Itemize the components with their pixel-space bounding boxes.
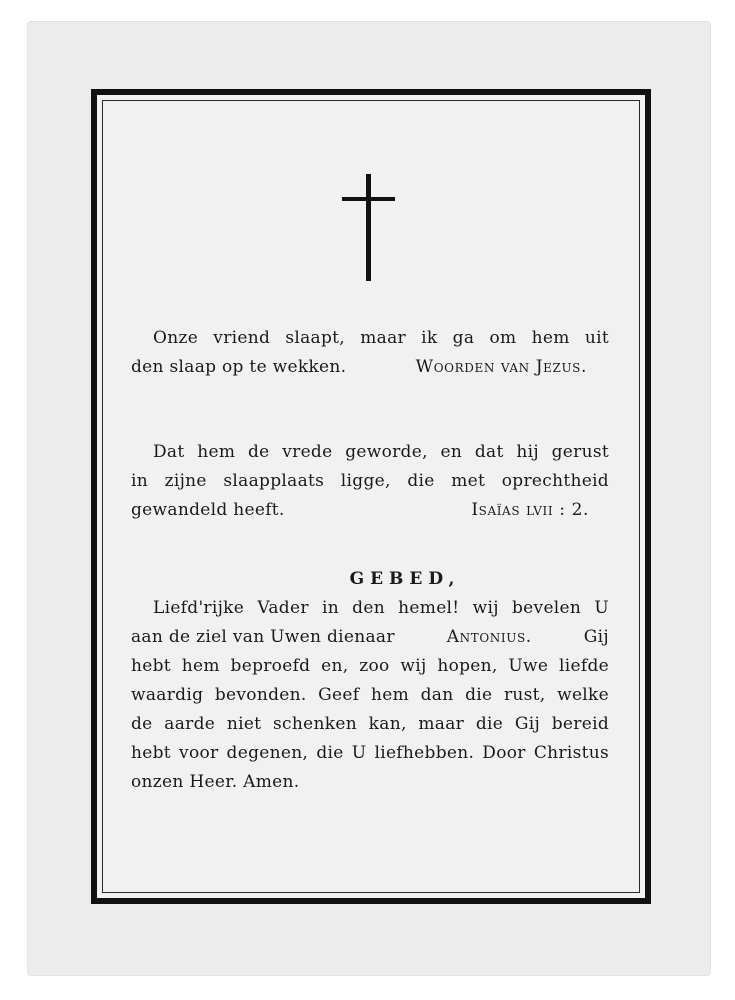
prayer-line-7: onzen Heer. Amen. [131,772,300,792]
quote-jesus-text: den slaap op te wekken. [131,357,347,377]
prayer-line-2-before: aan de ziel van Uwen dienaar [131,627,395,647]
prayer-line-3: hebt hem beproefd en, zoo wij hopen, Uwe liefde [131,656,609,676]
prayer-body [131,594,609,797]
prayer-line-2 [131,623,609,652]
prayer-line-6: hebt voor degenen, die U liefhebben. Door Christus [131,743,609,763]
quote-isaiah-text: gewandeld heeft. [131,500,285,520]
quote-isaiah-line-1: Dat hem de vrede geworde, en dat hij gerust [153,442,609,462]
prayer-line-2-after: Gij [583,627,609,647]
quote-isaiah-line-2: in zijne slaapplaats ligge, die met oprechtheid [131,471,609,491]
cross-vertical-bar [366,174,371,281]
quote-isaiah-line-3 [131,496,609,525]
prayer-line-1: Liefd'rijke Vader in den hemel! wij bevelen U [153,598,609,618]
quote-jesus-attribution: Woorden van Jezus. [415,357,587,377]
prayer-line-4: waardig bevonden. Geef hem dan die rust, welke [131,685,609,705]
prayer-heading-text: GEBED, [349,569,461,589]
quote-jesus-line-1: Onze vriend slaapt, maar ik ga om hem uit [153,328,609,348]
quote-jesus-line-2 [131,353,609,382]
quote-jesus [131,324,609,382]
quote-isaiah [131,438,609,525]
prayer-line-5: de aarde niet schenken kan, maar die Gij bereid [131,714,609,734]
cross-horizontal-bar [342,197,395,201]
quote-isaiah-reference: Isaïas lvii : 2. [471,500,589,520]
prayer-deceased-name: Antonius. [446,627,532,647]
prayer-heading [131,565,609,594]
